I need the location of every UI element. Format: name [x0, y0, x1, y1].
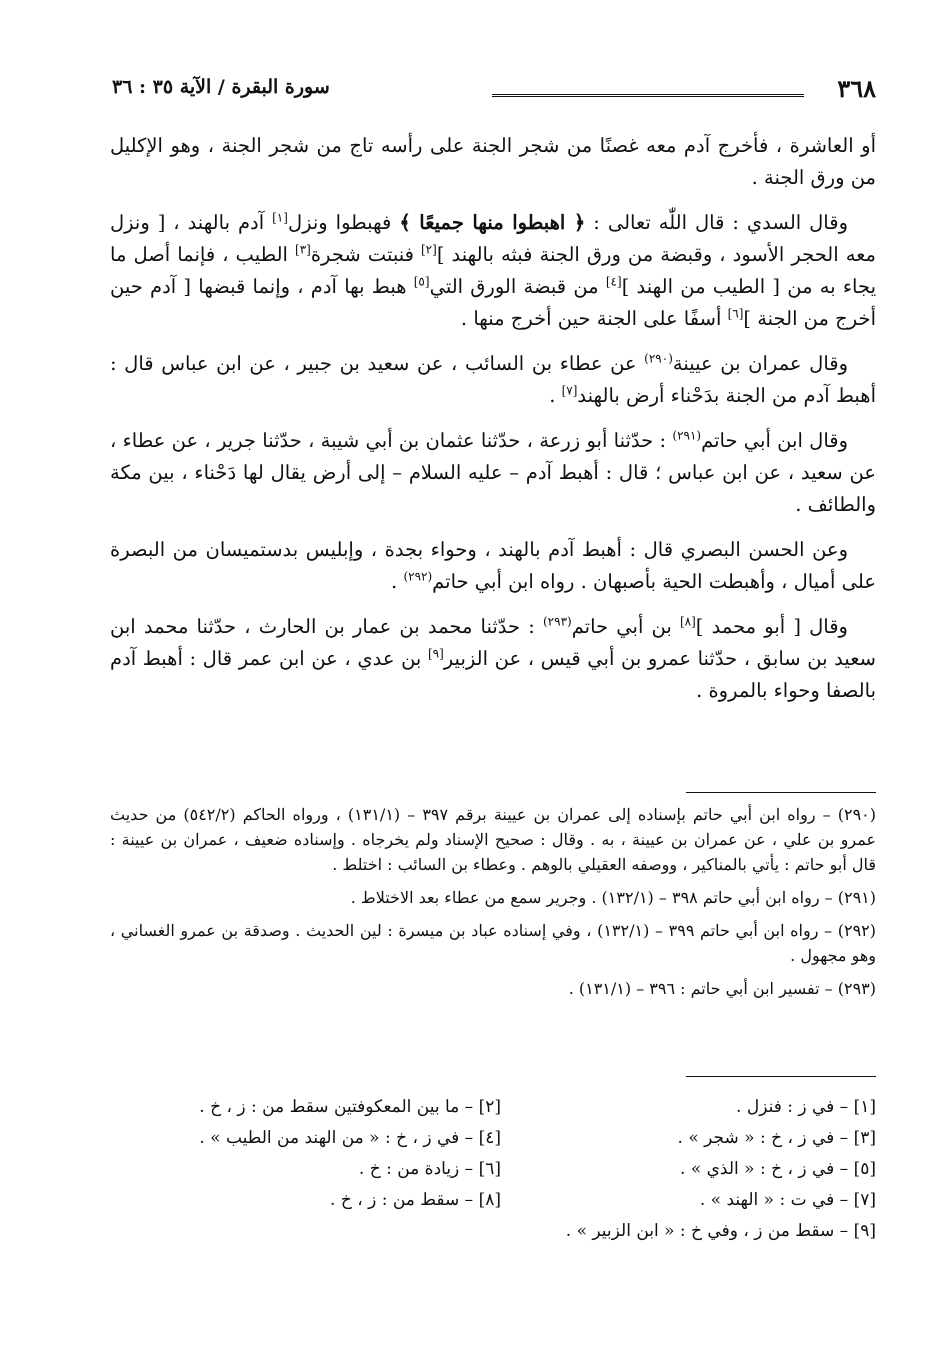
paragraph-text: فنبتت شجرة — [310, 243, 421, 266]
paragraph-text: أسفًا على الجنة حين أخرج منها . — [460, 307, 728, 330]
footnote-marker: (٢٩٠) — [644, 351, 673, 366]
variant-marker: [٦] — [727, 306, 744, 321]
main-text — [110, 130, 876, 720]
variant-marker: [٨] — [679, 614, 696, 629]
paragraph-text: بن أبي حاتم — [571, 615, 680, 638]
variant-row — [110, 1154, 876, 1185]
variant-note: [٢] – ما بين المعكوفتين سقط من : ز ، خ . — [199, 1097, 501, 1117]
paragraph-text: وقال السدي : قال اللّٰه تعالى : — [585, 211, 848, 234]
variant-note: [٧] – في ت : « الهند » . — [699, 1190, 876, 1210]
quran-verse: ﴿ اهبطوا منها جميعًا ﴾ — [399, 211, 586, 234]
footnote: (٢٩٣) – تفسير ابن أبي حاتم : ٣٩٦ – (١٣١/١) . — [568, 979, 876, 998]
variant-note: [٥] – في ز ، خ : « الذي » . — [680, 1159, 876, 1179]
variant-note: [٦] – زيادة من : خ . — [358, 1159, 501, 1179]
variant-note: [٤] – في ز ، خ : « من الهند من الطيب » . — [199, 1128, 501, 1148]
variant-row — [110, 1185, 876, 1216]
footnote: (٢٩٠) – رواه ابن أبي حاتم بإسناده إلى عمران بن عيينة برقم ٣٩٧ – (١٣١/١) ، ورواه الحاكم (٥٤٢/٢) من حديث عمرو بن علي ، عن عمران بن عيينة ، به . وقال : صحيح الإسناد ولم يخرجاه . وإسناده ضعيف ، عمران بن عيينة : قال أبو حاتم : يأتي بالمناكير ، ووصفه العقيلي بالوهم . وعطاء بن السائب : اختلط . — [110, 805, 876, 874]
variants-separator — [686, 1076, 876, 1077]
variant-row — [110, 1123, 876, 1154]
variant-marker: [٥] — [413, 274, 430, 289]
variant-marker: [٩] — [427, 646, 444, 661]
paragraph-text: وقال ابن أبي حاتم — [701, 429, 849, 452]
variant-marker: [٣] — [295, 242, 311, 257]
variant-row — [110, 1216, 876, 1247]
paragraph-text: . — [549, 384, 562, 407]
variant-note: [٩] – سقط من ز ، وفي خ : « ابن الزبير » . — [565, 1221, 876, 1241]
variant-note: [٨] – سقط من : ز ، خ . — [330, 1190, 501, 1210]
paragraph-1 — [110, 130, 876, 194]
running-title: سورة البقرة / الآية ٣٥ : ٣٦ — [112, 76, 330, 98]
variant-note: [٣] – في ز ، خ : « شجر » . — [677, 1128, 876, 1148]
footnote-marker: (٢٩١) — [672, 428, 702, 443]
paragraph-text: . — [391, 570, 404, 593]
paragraph-text: : حدّثنا أبو زرعة ، حدّثنا عثمان بن أبي شيبة ، حدّثنا جرير ، عن عطاء ، عن سعيد ، عن ابن عباس ؛ قال : أهبط آدم – عليه السلام – إلى أرض يقال لها دَحْناء ، بين مكة والطائف . — [110, 429, 876, 516]
paragraph-text: وقال عمران بن عيينة — [672, 352, 848, 375]
variant-note: [١] – في ز : فنزل . — [736, 1097, 876, 1117]
paragraph-2 — [110, 207, 876, 335]
footnote-separator — [686, 792, 876, 793]
variant-marker: [٧] — [561, 383, 578, 398]
header-rule — [492, 94, 804, 97]
paragraph-text: : حدّثنا محمد بن عمار بن الحارث ، حدّثنا محمد ابن سعيد بن سابق ، حدّثنا عمرو بن أبي قيس ، عن الزبير — [110, 615, 876, 670]
paragraph-4 — [110, 425, 876, 521]
paragraph-text: وقال [ أبو محمد ] — [695, 615, 848, 638]
footnotes — [110, 802, 876, 1009]
variant-notes — [110, 1092, 876, 1247]
paragraph-text: أو العاشرة ، فأخرج آدم معه غصنًا من شجر الجنة على رأسه تاج من شجر الجنة ، وهو الإكليل من ورق الجنة . — [110, 134, 876, 189]
paragraph-5 — [110, 534, 876, 598]
footnote-marker: (٢٩٣) — [542, 614, 572, 629]
page-header — [112, 72, 876, 108]
paragraph-text: فهبطوا ونزل — [287, 211, 400, 234]
variant-marker: [١] — [272, 210, 288, 225]
page-number: ٣٦٨ — [837, 74, 876, 103]
paragraph-text: بن عدي ، عن ابن عمر قال : أهبط آدم بالصفا وحواء بالمروة . — [110, 647, 876, 702]
paragraph-text: عن عطاء بن السائب ، عن سعيد بن جبير ، عن ابن عباس قال : أهبط آدم من الجنة بدَحْناء أرض بالهند — [110, 352, 876, 407]
variant-marker: [٤] — [605, 274, 622, 289]
paragraph-text: آدم بالهند ، [ ونزل معه الحجر الأسود ، وقبضة من ورق الجنة فبثه بالهند ] — [110, 211, 877, 266]
variant-marker: [٢] — [420, 242, 437, 257]
footnote-marker: (٢٩٢) — [403, 569, 433, 584]
paragraph-text: الطيب ، فإنما أصل ما يجاء به من [ الطيب من الهند ] — [110, 243, 876, 298]
footnote: (٢٩١) – رواه ابن أبي حاتم ٣٩٨ – (١٣٢/١) . وجرير سمع من عطاء بعد الاختلاط . — [350, 888, 876, 907]
paragraph-text: هبط بها آدم ، وإنما قبضها [ آدم حين أخرج من الجنة ] — [110, 275, 876, 330]
paragraph-6 — [110, 611, 876, 707]
paragraph-text: وعن الحسن البصري قال : أهبط آدم بالهند ، وحواء بجدة ، وإبليس بدستميسان من البصرة على أميال ، وأهبطت الحية بأصبهان . رواه ابن أبي حاتم — [110, 538, 876, 593]
paragraph-text: من قبضة الورق التي — [429, 275, 606, 298]
footnote: (٢٩٢) – رواه ابن أبي حاتم ٣٩٩ – (١٣٢/١) ، وفي إسناده عباد بن ميسرة : لين الحديث . وصدقة بن عمرو الغساني ، وهو مجهول . — [110, 921, 876, 965]
variant-note — [126, 1216, 501, 1247]
variant-row — [110, 1092, 876, 1123]
paragraph-3 — [110, 348, 876, 412]
